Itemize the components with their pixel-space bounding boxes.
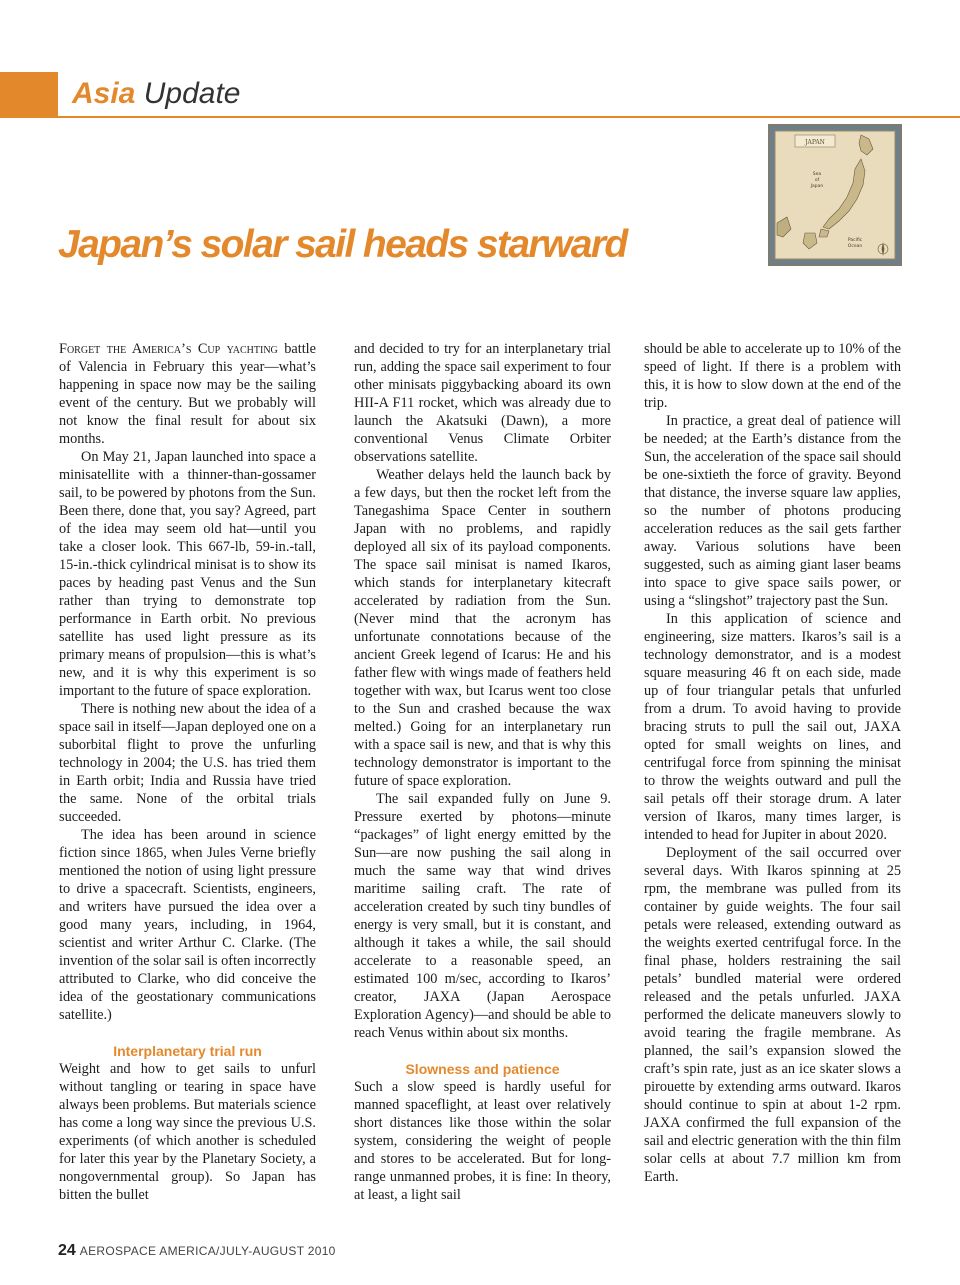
paragraph-text: battle of Valencia in February this year—what’s happening in space now may be the sailing event of the century. But we probably will not know the final result for about six months. bbox=[59, 341, 316, 447]
article-headline: Japan’s solar sail heads starward bbox=[58, 223, 627, 266]
map-sea-label-3: Japan bbox=[810, 184, 824, 189]
map-ocean-label-2: Ocean bbox=[847, 244, 863, 249]
japan-map-illustration bbox=[769, 125, 901, 265]
map-sea-label-1: Sea bbox=[812, 172, 822, 177]
japan-map-image bbox=[768, 124, 902, 266]
paragraph: Weather delays held the launch back by a few days, but then the rocket left from the Tanegashima Space Center in southern Japan with no problems, and rapidly deployed all six of its payload components. The space sail minisat is named Ikaros, which stands for interplanetary kitecraft accelerated by radiation from the Sun. (Never mind that the acronym has unfortunate connotations because of the ancient Greek legend of Icarus: He and his father flew with wings made of feathers held together with wax, but Icarus went too close to the Sun and crashed because the wax melted.) Going for an interplanetary run with a space sail is new, and that is why this technology demonstrator is important to the future of space exploration. bbox=[354, 467, 611, 789]
subhead-interplanetary: Interplanetary trial run bbox=[113, 1043, 262, 1059]
article-column-2 bbox=[354, 340, 611, 1204]
paragraph bbox=[59, 340, 316, 448]
map-ocean-label-1: Pacific bbox=[847, 238, 863, 243]
publication-name: AEROSPACE AMERICA/JULY-AUGUST 2010 bbox=[79, 1244, 336, 1258]
paragraph: On May 21, Japan launched into space a minisatellite with a thinner-than-gossamer sail, to be powered by photons from the Sun. Been there, done that, you say? Agreed, part of the idea may seem old hat—until you take a closer look. This 667-lb, 59-in.-tall, 15-in.-thick cylindrical minisat is to show its paces by heading past Venus and the Sun rather than trying to demonstrate top performance in Earth orbit. No previous satellite has used light pressure as its primary means of propulsion—this is what’s new, and it is why this experiment is so important to the future of space exploration. bbox=[59, 449, 316, 699]
paragraph: Weight and how to get sails to unfurl without tangling or tearing in space have always been problems. But materials science has come a long way since the previous U.S. experiments (of which another is scheduled for later this year by the Planetary Society, a nongovernmental group). So Japan has bitten the bullet bbox=[59, 1061, 316, 1203]
map-title: JAPAN bbox=[805, 139, 825, 146]
paragraph: The sail expanded fully on June 9. Pressure exerted by photons—minute “packages” of light energy emitted by the Sun—are now pushing the sail along in much the same way that wind drives maritime sailing craft. The rate of acceleration created by such tiny bundles of energy is very small, but it is constant, and although it takes a while, the sail should accelerate to a reasonable speed, an estimated 100 m/sec, according to Ikaros’ creator, JAXA (Japan Aerospace Exploration Agency)—and should be able to reach Venus within about six months. bbox=[354, 791, 611, 1041]
article-column-3 bbox=[644, 340, 901, 1186]
article-column-1 bbox=[59, 340, 316, 1204]
section-title-word2: Update bbox=[143, 77, 241, 110]
paragraph: There is nothing new about the idea of a space sail in itself—Japan deployed one on a suborbital flight to prove the unfurling technology in 2004; the U.S. has tried them in Earth orbit; India and Russia have tried the same. None of the orbital trials succeeded. bbox=[59, 701, 316, 825]
subhead-slowness: Slowness and patience bbox=[405, 1061, 560, 1077]
paragraph: Such a slow speed is hardly useful for manned spaceflight, at least over relatively short distances like those within the solar system, considering the weight of people and stores to be accelerated. But for long-range unmanned probes, it is fine: In theory, at least, a light sail bbox=[354, 1079, 611, 1203]
paragraph: Deployment of the sail occurred over several days. With Ikaros spinning at 25 rpm, the membrane was pulled from its container by guide weights. The four sail petals were released, extending outward as the weights exerted centrifugal force. In the final phase, holders restraining the sail petals’ bundled material were ordered released and the petals unfurled. JAXA performed the delicate maneuvers slowly to avoid tearing the fragile membrane. As planned, the sail’s expansion slowed the craft’s spin rate, just as an ice skater slows a pirouette by extending arms outward. Ikaros should continue to spin at about 1-2 rpm. JAXA confirmed the full expansion of the sail and electric generation with the thin film solar cells at about 7.7 million km from Earth. bbox=[644, 845, 901, 1185]
map-sea-label-2: of bbox=[814, 178, 820, 183]
section-title-word1: Asia bbox=[72, 77, 136, 110]
paragraph: In this application of science and engineering, size matters. Ikaros’s sail is a technology demonstrator, and is a modest square measuring 46 ft on each side, made up of four triangular petals that unfurled from a drum. To avoid having to provide bracing struts to pull the sail out, JAXA opted for small weights on lines, and centrifugal force from spinning the minisat to throw the weights outward and pull the sail petals off their storage drum. A later version of Ikaros, many times larger, is intended to head for Jupiter in about 2020. bbox=[644, 611, 901, 843]
section-color-bar bbox=[0, 72, 58, 118]
page-number: 24 bbox=[58, 1242, 76, 1259]
paragraph: The idea has been around in science fiction since 1865, when Jules Verne briefly mentioned the notion of using light pressure to drive a spacecraft. Scientists, engineers, and writers have pursued the idea over a good many years, including, in 1964, scientist and writer Arthur C. Clarke. (The invention of the solar sail is often incorrectly attributed to Clarke, who did conceive the idea of the geostationary communications satellite.) bbox=[59, 827, 316, 1023]
paragraph: In practice, a great deal of patience will be needed; at the Earth’s distance from the Sun, the acceleration of the space sail should be one-sixtieth the force of gravity. Beyond that distance, the inverse square law applies, so the number of photons producing acceleration reduces as the sail gets farther away. Various solutions have been suggested, such as aiming giant laser beams into space to give space sails power, or using a “slingshot” trajectory past the Sun. bbox=[644, 413, 901, 609]
page-footer bbox=[58, 1242, 336, 1262]
paragraph: should be able to accelerate up to 10% of the speed of light. If there is a problem with this, it is how to slow down at the end of the trip. bbox=[644, 341, 901, 411]
section-title bbox=[72, 74, 240, 114]
section-rule bbox=[58, 116, 960, 118]
paragraph: and decided to try for an interplanetary trial run, adding the space sail experiment to four other minisats piggybacking aboard its own HII-A F11 rocket, which was already due to launch the Akatsuki (Dawn), a more conventional Venus Climate Orbiter observations satellite. bbox=[354, 341, 611, 465]
lead-in-text: Forget the America’s Cup yachting bbox=[59, 341, 278, 357]
